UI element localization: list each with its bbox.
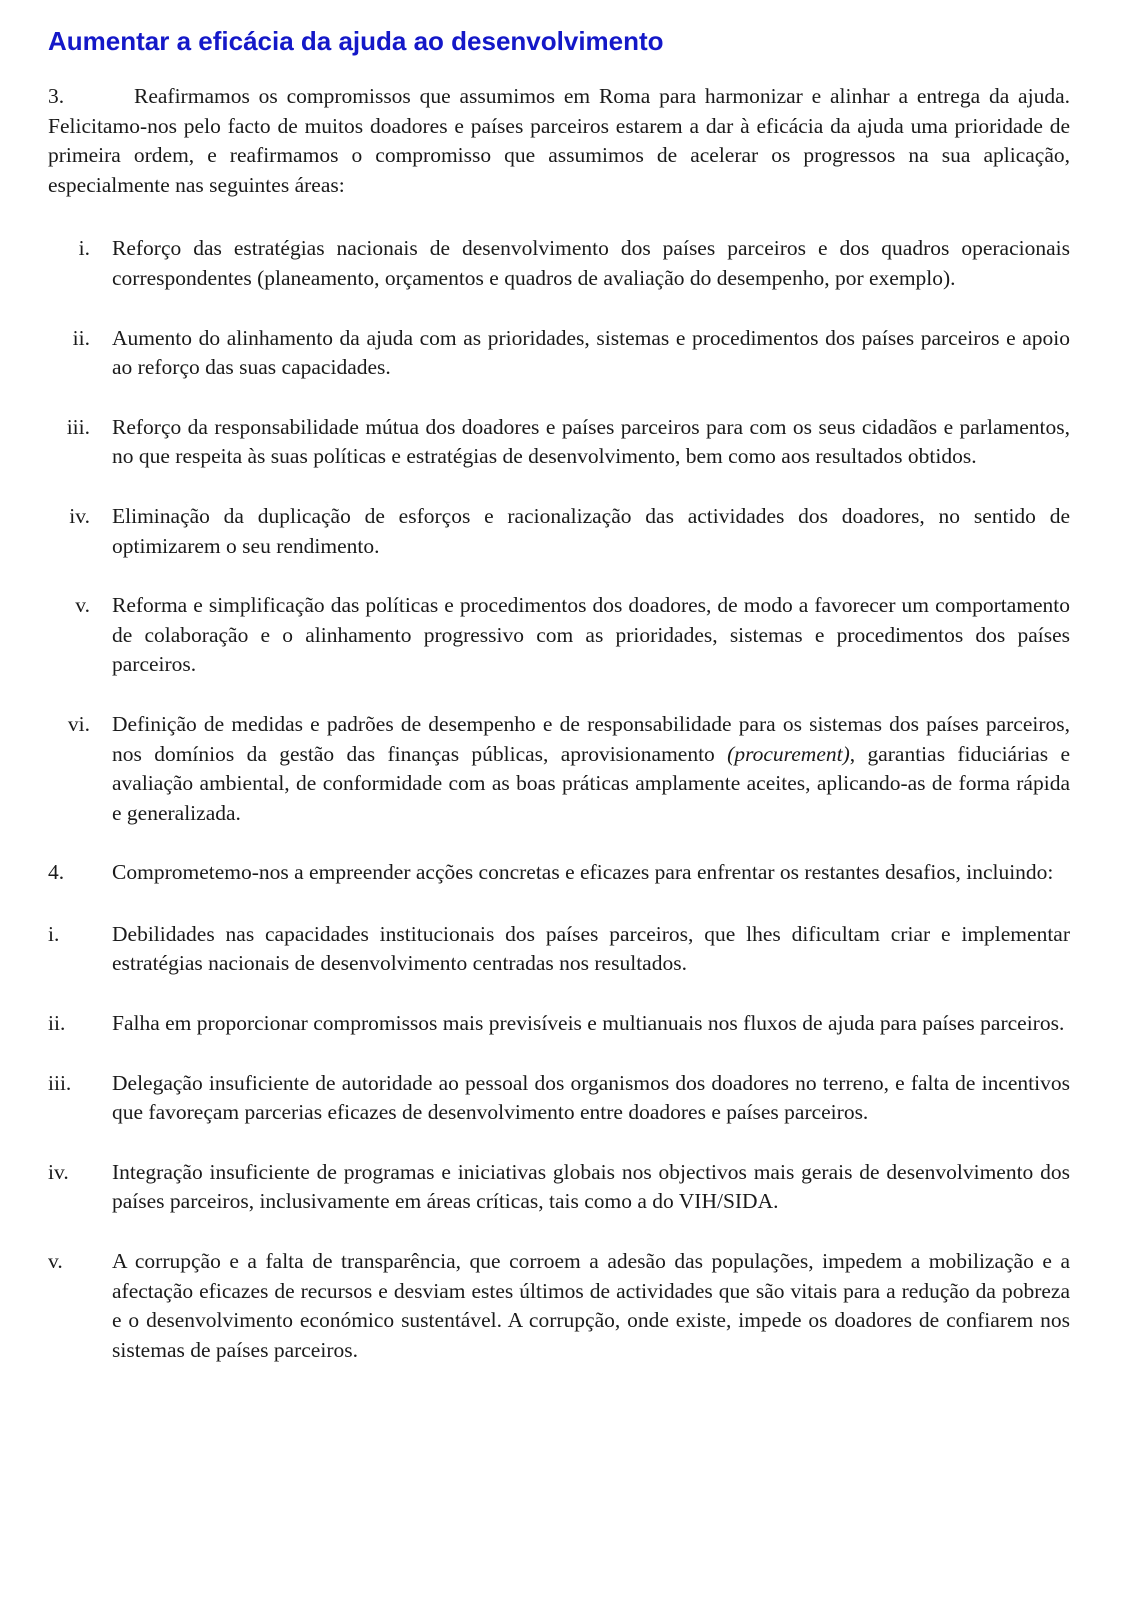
list-item-number: i. <box>78 236 90 261</box>
list-item-text <box>112 710 1070 828</box>
list-item <box>48 1009 1070 1039</box>
list-item-number: v. <box>48 1249 63 1274</box>
paragraph-3 <box>48 82 1070 200</box>
list-item-number: iv. <box>69 503 90 528</box>
list-item-text: Debilidades nas capacidades institucionais dos países parceiros, que lhes dificultam criar e implementar estratégias nacionais de desenvolvimento centradas nos resultados. <box>112 921 1070 976</box>
list-item-text: Falha em proporcionar compromissos mais previsíveis e multianuais nos fluxos de ajuda para países parceiros. <box>112 1011 1065 1036</box>
list-item-number: ii. <box>48 1011 66 1036</box>
list-item <box>48 1247 1070 1365</box>
paragraph-4 <box>48 858 1070 888</box>
list-challenges <box>48 920 1070 1366</box>
paragraph-3-text: Reafirmamos os compromissos que assumimos em Roma para harmonizar e alinhar a entrega da ajuda. Felicitamo-nos pelo facto de muitos doadores e países parceiros estarem a dar à eficácia da ajuda uma prioridade de primeira ordem, e reafirmamos o compromisso que assumimos de acelerar os progressos na sua aplicação, especialmente nas seguintes áreas: <box>48 84 1070 197</box>
list-item-text: Eliminação da duplicação de esforços e racionalização das actividades dos doadores, no sentido de optimizarem o seu rendimento. <box>112 503 1070 558</box>
list-item-text: A corrupção e a falta de transparência, que corroem a adesão das populações, impedem a mobilização e a afectação eficazes de recursos e desviam estes últimos de actividades que são vitais para a redução da pobreza e o desenvolvimento económico sustentável. A corrupção, onde existe, impede os doadores de confiarem nos sistemas de países parceiros. <box>112 1249 1070 1362</box>
list-areas <box>48 234 1070 828</box>
list-item-text: Delegação insuficiente de autoridade ao pessoal dos organismos dos doadores no terreno, e falta de incentivos que favoreçam parcerias eficazes de desenvolvimento entre doadores e países parceiros. <box>112 1070 1070 1125</box>
list-item-number: iii. <box>48 1070 72 1095</box>
list-item <box>48 920 1070 979</box>
list-item <box>48 710 1070 828</box>
list-item-number: iii. <box>66 414 90 439</box>
list-item-text-part: , garantias fiduciárias e avaliação ambiental, de conformidade com as boas práticas amplamente aceites, aplicando-as de forma rápida e generalizada. <box>112 741 1071 825</box>
list-item <box>48 1069 1070 1128</box>
list-item-text: Reforço da responsabilidade mútua dos doadores e países parceiros para com os seus cidadãos e parlamentos, no que respeita às suas políticas e estratégias de desenvolvimento, bem como aos resultados obtidos. <box>112 414 1070 469</box>
list-item-text: Reforço das estratégias nacionais de desenvolvimento dos países parceiros e dos quadros operacionais correspondentes (planeamento, orçamentos e quadros de avaliação do desempenho, por exemplo). <box>112 236 1070 290</box>
paragraph-4-text: Comprometemo-nos a empreender acções concretas e eficazes para enfrentar os restantes desafios, incluindo: <box>112 860 1054 885</box>
list-item <box>48 1158 1070 1217</box>
list-item-number: vi. <box>67 711 90 736</box>
list-item-number: ii. <box>72 325 90 350</box>
list-item-text-italic: (procurement) <box>727 741 850 766</box>
list-item-number: v. <box>75 593 90 618</box>
list-item-text: Aumento do alinhamento da ajuda com as prioridades, sistemas e procedimentos dos países parceiros e apoio ao reforço das suas capacidades. <box>112 325 1070 380</box>
list-item-number: iv. <box>48 1159 69 1184</box>
list-item-text: Reforma e simplificação das políticas e procedimentos dos doadores, de modo a favorecer um comportamento de colaboração e o alinhamento progressivo com as prioridades, sistemas e procedimentos dos países parceiros. <box>112 593 1070 677</box>
paragraph-4-number: 4. <box>48 860 65 885</box>
list-item <box>48 502 1070 561</box>
list-item <box>48 324 1070 383</box>
section-title: Aumentar a eficácia da ajuda ao desenvolvimento <box>48 26 664 56</box>
list-item-text: Integração insuficiente de programas e iniciativas globais nos objectivos mais gerais de desenvolvimento dos países parceiros, inclusivamente em áreas críticas, tais como a do VIH/SIDA. <box>112 1159 1070 1214</box>
list-item <box>48 413 1070 472</box>
list-item-number: i. <box>48 921 60 946</box>
list-item <box>48 234 1070 293</box>
paragraph-3-number: 3. <box>48 84 65 108</box>
list-item <box>48 591 1070 680</box>
list-item-text-part: Definição de medidas e padrões de desempenho e de responsabilidade para os sistemas dos países parceiros, nos domínios da gestão das finanças públicas, aprovisionamento <box>112 711 1070 766</box>
